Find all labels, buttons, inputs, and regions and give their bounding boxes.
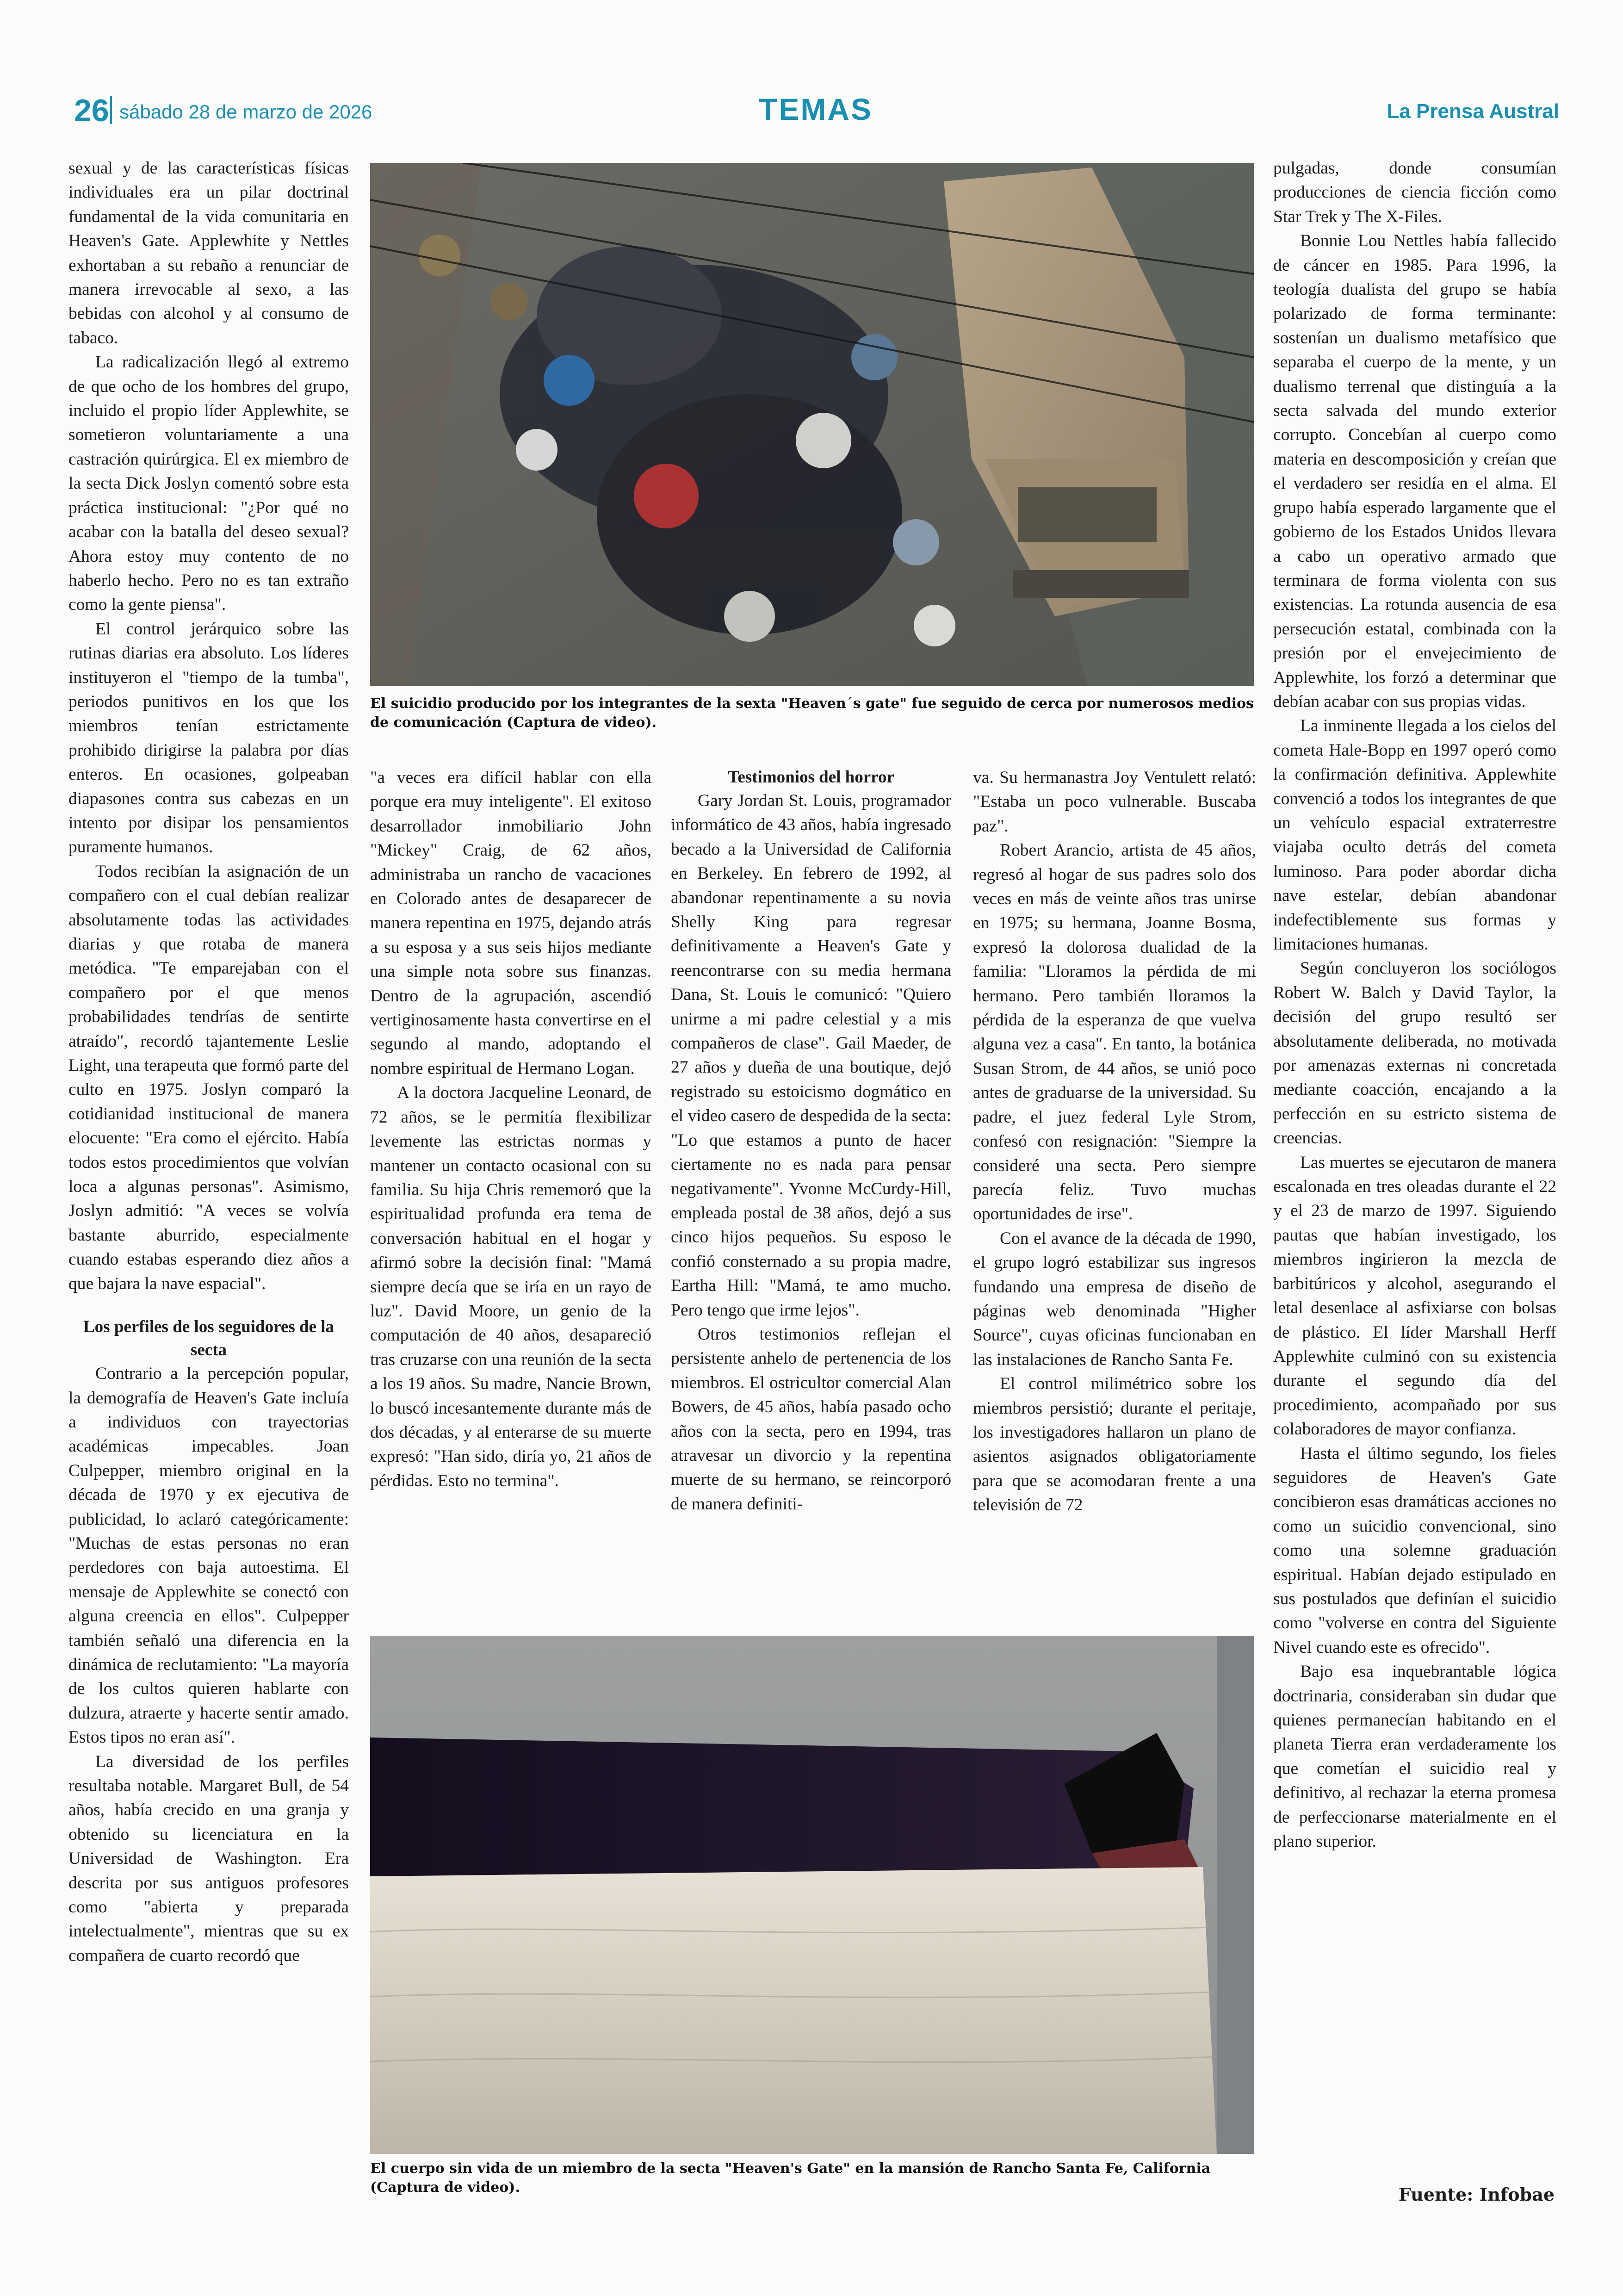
photo-caption: El suicidio producido por los integrantes de la sexta "Heaven´s gate" fue seguido de cerca por numerosos medios de comunicación (Captura de video). [370,695,1254,731]
paragraph: La diversidad de los perfiles resultaba notable. Margaret Bull, de 54 años, había crecido en una granja y obtenido su licenciatura en la Universidad de Washington. Era descrita por sus antiguos profesores como "abierta y preparada intelectualmente", mientras que su ex compañera de cuarto recordó que [68,1752,349,1965]
paragraph: "a veces era difícil hablar con ella porque era muy inteligente". El exitoso desarrollador inmobiliario John "Mickey" Craig, de 62 años, administraba un rancho de vacaciones en Colorado antes de desaparecer de manera repentina en 1975, dejando atrás a su esposa y a sus seis hijos mediante una simple nota sobre sus finanzas. Dentro de la agrupación, ascendió vertiginosamente hasta convertirse en el segundo al mando, adoptando el nombre espiritual de Hermano Logan. [370,768,651,1078]
paragraph: pulgadas, donde consumían producciones de ciencia ficción como Star Trek y The X-Files. [1273,159,1556,226]
page-date: sábado 28 de marzo de 2026 [119,101,372,123]
column-3 [671,766,951,1516]
paragraph: Contrario a la percepción popular, la demografía de Heaven's Gate incluía a individuos con trayectorias académicas impecables. Joan Culpepper, miembro original en la década de 1970 y ex ejecutiva de publicidad, lo aclaró categóricamente: "Muchas de estas personas no eran perdedores con baja autoestima. El mensaje de Applewhite se conectó con alguna creencia en ellos". Culpepper también señaló una diferencia en la dinámica de reclutamiento: "La mayoría de los cultos quieren hablarte con dulzura, atraerte y hacerte sentir amado. Estos tipos no eran así". [68,1364,349,1747]
column-1 [68,156,349,1968]
paragraph: El control jerárquico sobre las rutinas diarias era absoluto. Los líderes instituyeron el "tiempo de la tumba", periodos punitivos en los que los miembros tenían estrictamente prohibido dirigirse la palabra por días enteros. En ocasiones, golpeaban diapasones contra sus cabezas en un intento por disipar los pensamientos puramente humanos. [68,619,349,857]
page-header [74,93,1559,130]
header-divider [110,96,112,124]
subheading: Los perfiles de los seguidores de la secta [83,1317,334,1360]
body-photo [370,1636,1254,2154]
paragraph: va. Su hermanastra Joy Ventulett relató: "Estaba un poco vulnerable. Buscaba paz". [973,768,1256,836]
paragraph: Gary Jordan St. Louis, programador informático de 43 años, había ingresado becado a la Universidad de California en Berkeley. En febrero de 1992, al abandonar repentinamente a su novia Shelly King para regresar definitivamente a Heaven's Gate y reencontrarse con su media hermana Dana, St. Louis le comunicó: "Quiero unirme a mi padre celestial y a mis compañeros de clase". Gail Maeder, de 27 años y dueña de una boutique, dejó registrado su estoicismo dogmático en el video casero de despedida de la secta: "Lo que estamos a punto de hacer ciertamente no es nada para pensar negativamente". Yvonne McCurdy-Hill, empleada postal de 38 años, dejó a sus cinco hijos pequeños. Su esposo le confió consternado a su propia madre, Eartha Hill: "Mamá, te amo mucho. Pero tengo que irme lejos". [671,791,951,1320]
paragraph: A la doctora Jacqueline Leonard, de 72 años, se le permitía flexibilizar levemente las estrictas normas y mantener un contacto ocasional con su familia. Su hija Chris rememoró que la espiritualidad profunda era tema de conversación habitual en el hogar y afirmó sobre la decisión final: "Mamá siempre decía que se iría en un rayo de luz". David Moore, un genio de la computación de 40 años, desapareció tras cruzarse con una reunión de la secta a los 19 años. Su madre, Nancie Brown, lo buscó incesantemente durante más de dos décadas, y al enterarse de su muerte expresó: "Han sido, diría yo, 21 años de pérdidas. Esto no termina". [370,1083,651,1490]
source-credit: Fuente: Infobae [1398,2184,1555,2205]
paragraph: Otros testimonios reflejan el persistente anhelo de pertenencia de los miembros. El ostricultor comercial Alan Bowers, de 45 años, había pasado ocho años con la secta, pero en 1994, tras atravesar un divorcio y la repentina muerte de su hermano, se reincorporó de manera definiti- [671,1324,951,1514]
paragraph: La radicalización llegó al extremo de que ocho de los hombres del grupo, incluido el propio líder Applewhite, se sometieron voluntariamente a una castración quirúrgica. El ex miembro de la secta Dick Joslyn comentó sobre esta práctica institucional: "¿Por qué no acabar con la batalla del deseo sexual? Ahora estoy muy contento de no haberlo hecho. Pero no es tan extraño como la gente piensa". [68,353,349,614]
subheading: Testimonios del horror [728,768,894,787]
column-2 [370,766,651,1493]
paragraph: Las muertes se ejecutaron de manera escalonada en tres oleadas durante el 22 y el 23 de marzo de 1997. Siguiendo pautas que habían investigado, los miembros ingirieron la mezcla de barbitúricos y alcohol, asegurando el letal desenlace al asfixiarse con bolsas de plástico. El líder Marshall Herff Applewhite culminó con su existencia durante el segundo día del procedimiento, acompañado por sus colaboradores de mayor confianza. [1273,1153,1556,1439]
paragraph: Según concluyeron los sociólogos Robert W. Balch y David Taylor, la decisión del grupo resultó ser absolutamente deliberada, no motivada por amenazas externas ni concretada mediante coacción, encajando a la perfección en su estricto sistema de creencias. [1273,959,1556,1148]
section-title: TEMAS [759,92,873,126]
paragraph: El control milimétrico sobre los miembros persistió; durante el peritaje, los investigadores hallaron un plano de asientos asignados obligatoriamente para que se acomodaran frente a una televisión de 72 [973,1374,1256,1515]
photo-caption: El cuerpo sin vida de un miembro de la secta "Heaven's Gate" en la mansión de Rancho Santa Fe, California (Captura de video). [370,2160,1211,2196]
media-crowd-image [370,163,1254,686]
paragraph: Todos recibían la asignación de un compañero con el cual debían realizar absolutamente todas las actividades diarias y que rotaba de manera metódica. "Te emparejaban con el compañero por el que menos probabilidades tendrías de sentirte atraído", recordó tajantemente Leslie Light, una terapeuta que formó parte del culto en 1975. Joslyn comparó la cotidianidad institucional de manera elocuente: "Era como el ejército. Había todos estos procedimientos que volvían loca a algunas personas". Asimismo, Joslyn admitió: "A veces se volvía bastante aburrido, especialmente cuando estabas esperando diez años a que bajara la nave espacial". [68,862,349,1293]
paragraph: Bajo esa inquebrantable lógica doctrinaria, consideraban sin dudar que quienes permanecían habitando en el planeta Tierra eran verdaderamente los que cometían el suicidio real y definitivo, al rechazar la eterna promesa de perfeccionarse materialmente en el plano superior. [1273,1662,1556,1851]
paragraph: Bonnie Lou Nettles había fallecido de cáncer en 1985. Para 1996, la teología dualista del grupo se había polarizado de forma terminante: sostenían un dualismo metafísico que separaba el cuerpo de la mente, y un dualismo terrenal que distinguía a la secta salvada del mundo exterior corrupto. Concebían al cuerpo como materia en descomposición y creían que el verdadero ser residía en el alma. El grupo había esperado largamente que el gobierno de los Estados Unidos llevara a cabo un operativo armado que terminara de forma violenta con sus existencias. La rotunda ausencia de esa persecución estatal, combinada con la presión por el envejecimiento de Applewhite, los forzó a determinar que debían acabar con sus propias vidas. [1273,231,1556,711]
paragraph: Hasta el último segundo, los fieles seguidores de Heaven's Gate concibieron esas dramáticas acciones no como un suicidio convencional, sino como una solemne graduación espiritual. Habían dejado estipulado en sus postulados que definían el suicidio como "volverse en contra del Siguiente Nivel cuando este es ofrecido". [1273,1444,1556,1657]
paragraph: Robert Arancio, artista de 45 años, regresó al hogar de sus padres solo dos veces en más de veinte años tras unirse en 1975; su hermana, Joanne Bosma, expresó la dolorosa dualidad de la familia: "Lloramos la pérdida de mi hermano. Pero también lloramos la pérdida de la esperanza de que vuelva alguna vez a casa". En tanto, la botánica Susan Strom, de 44 años, se unió poco antes de graduarse de la universidad. Su padre, el juez federal Lyle Strom, confesó con resignación: "Siempre la consideré una secta. Pero siempre parecía feliz. Tuvo muchas oportunidades de irse". [973,841,1256,1224]
body-image [370,1636,1254,2154]
paragraph: La inminente llegada a los cielos del cometa Hale-Bopp en 1997 operó como la confirmación definitiva. Applewhite convenció a todos los integrantes de que un vehículo espacial extraterrestre viajaba oculto detrás del cometa luminoso. Para poder abordar dicha nave estelar, debían abandonar indefectiblemente sus formas y limitaciones humanas. [1273,716,1556,954]
newspaper-brand: La Prensa Austral [1387,100,1559,123]
column-4 [973,766,1256,1518]
paragraph: sexual y de las características físicas individuales era un pilar doctrinal fundamental de la vida comunitaria en Heaven's Gate. Applewhite y Nettles exhortaban a su rebaño a renunciar de manera irrevocable al sexo, a las bebidas con alcohol y al consumo de tabaco. [68,159,349,348]
media-crowd-photo [370,163,1254,686]
column-5 [1273,156,1556,1854]
paragraph: Con el avance de la década de 1990, el grupo logró estabilizar sus ingresos fundando una empresa de diseño de páginas web denominada "Higher Source", cuyas oficinas funcionaban en las instalaciones de Rancho Santa Fe. [973,1229,1256,1369]
page-number: 26 [74,93,109,128]
